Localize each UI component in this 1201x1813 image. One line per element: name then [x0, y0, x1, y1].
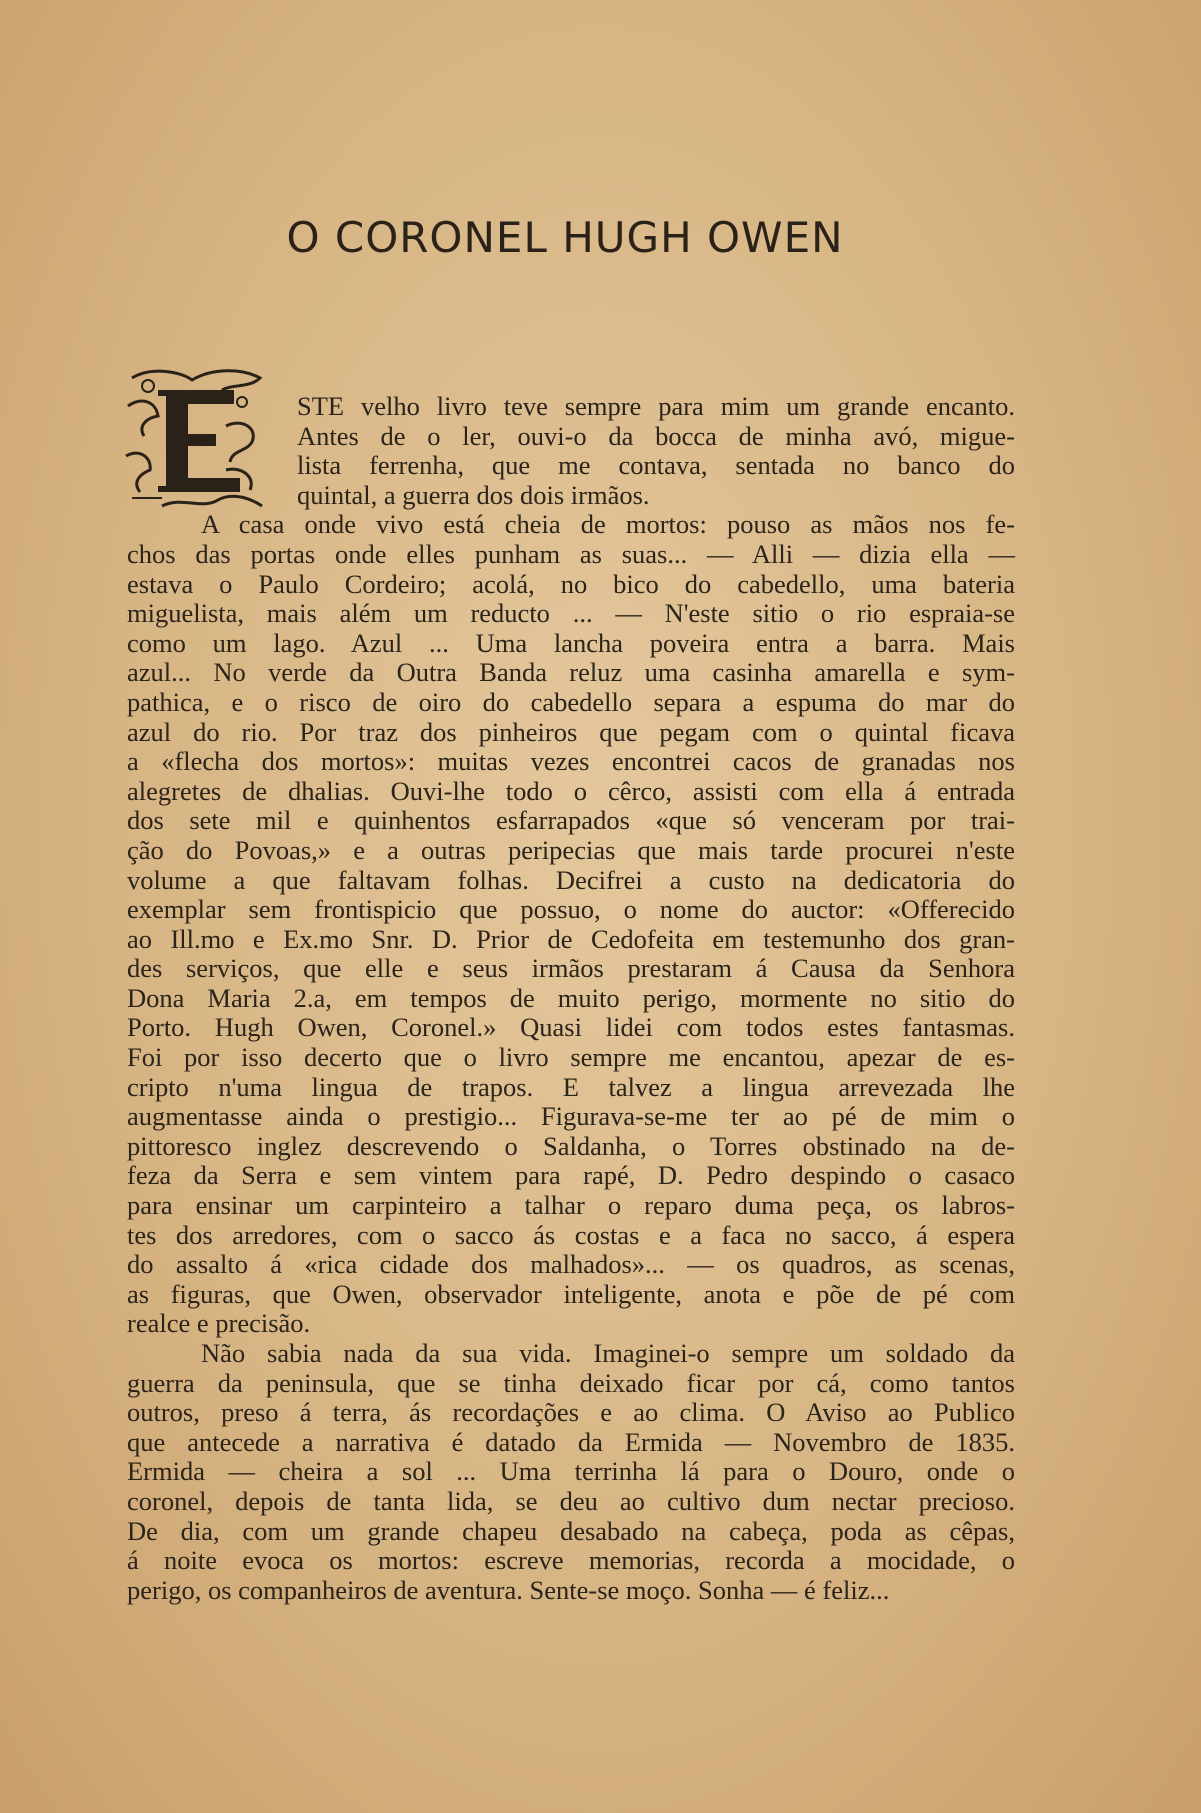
- text-line: que antecede a narrativa é datado da Ermida — Novembro de 1835.: [127, 1426, 1015, 1457]
- text-line: volume a que faltavam folhas. Decifrei a custo na dedicatoria do: [127, 864, 1015, 895]
- text-line: quintal, a guerra dos dois irmãos.: [297, 479, 650, 510]
- text-line: Dona Maria 2.a, em tempos de muito perigo, mormente no sitio do: [127, 982, 1015, 1013]
- text-line: alegretes de dhalias. Ouvi-lhe todo o cêrco, assisti com ella á entrada: [127, 775, 1015, 806]
- text-line: A casa onde vivo está cheia de mortos: pouso as mãos nos fe-: [201, 509, 1015, 540]
- text-line: estava o Paulo Cordeiro; acolá, no bico do cabedello, uma bateria: [127, 568, 1015, 599]
- text-line: exemplar sem frontispicio que possuo, o nome do auctor: «Offerecido: [127, 894, 1015, 925]
- body-text: [127, 392, 1015, 1605]
- text-line: dos sete mil e quinhentos esfarrapados «que só venceram por trai-: [127, 805, 1015, 836]
- text-line: pittoresco inglez descrevendo o Saldanha, o Torres obstinado na de-: [127, 1130, 1015, 1161]
- text-line: ção do Povoas,» e a outras peripecias que mais tarde procurei n'este: [127, 834, 1015, 865]
- text-line: azul do rio. Por traz dos pinheiros que pegam com o quintal ficava: [127, 716, 1015, 747]
- text-line: do assalto á «rica cidade dos malhados»... — os quadros, as scenas,: [127, 1249, 1015, 1280]
- text-line: realce e precisão.: [127, 1308, 311, 1339]
- text-line: azul... No verde da Outra Banda reluz uma casinha amarella e sym-: [127, 657, 1015, 688]
- text-line: tes dos arredores, com o sacco ás costas e a faca no sacco, á espera: [127, 1219, 1015, 1250]
- text-line: Antes de o ler, ouvi-o da bocca de minha avó, migue-: [297, 420, 1015, 451]
- text-line: cripto n'uma lingua de trapos. E talvez a lingua arrevezada lhe: [127, 1071, 1015, 1102]
- text-line: as figuras, que Owen, observador inteligente, anota e põe de pé com: [127, 1278, 1015, 1309]
- text-line: miguelista, mais além um reducto ... — N'este sitio o rio espraia-se: [127, 598, 1015, 629]
- text-line: coronel, depois de tanta lida, se deu ao cultivo dum nectar precioso.: [127, 1485, 1015, 1516]
- text-line: pathica, e o risco de oiro do cabedello separa a espuma do mar do: [127, 686, 1015, 717]
- text-line: ao Ill.mo e Ex.mo Snr. D. Prior de Cedofeita em testemunho dos gran-: [127, 923, 1015, 954]
- text-line: Porto. Hugh Owen, Coronel.» Quasi lidei com todos estes fantasmas.: [127, 1012, 1015, 1043]
- text-line: Não sabia nada da sua vida. Imaginei-o sempre um soldado da: [201, 1338, 1015, 1368]
- text-line: Ermida — cheira a sol ... Uma terrinha lá para o Douro, onde o: [127, 1456, 1015, 1487]
- text-line: Foi por isso decerto que o livro sempre me encantou, apezar de es-: [127, 1042, 1015, 1073]
- text-line: á noite evoca os mortos: escreve memorias, recorda a mocidade, o: [127, 1545, 1015, 1576]
- text-line: lista ferrenha, que me contava, sentada no banco do: [297, 450, 1015, 481]
- text-line: como um lago. Azul ... Uma lancha poveira entra a barra. Mais: [127, 627, 1015, 658]
- text-line: a «flecha dos mortos»: muitas vezes encontrei cacos de granadas nos: [127, 746, 1015, 777]
- text-line: De dia, com um grande chapeu desabado na cabeça, poda as cêpas,: [127, 1515, 1015, 1546]
- text-line: para ensinar um carpinteiro a talhar o reparo duma peça, os labros-: [127, 1190, 1015, 1221]
- text-line: des serviços, que elle e seus irmãos prestaram á Causa da Senhora: [127, 953, 1015, 984]
- text-line: chos das portas onde elles punham as suas... — Alli — dizia ella —: [127, 538, 1015, 569]
- text-line: feza da Serra e sem vintem para rapé, D. Pedro despindo o casaco: [127, 1160, 1015, 1191]
- text-line: perigo, os companheiros de aventura. Sente-se moço. Sonha — é feliz...: [127, 1574, 890, 1605]
- text-line: guerra da peninsula, que se tinha deixado ficar por cá, como tantos: [127, 1367, 1015, 1398]
- text-line: STE velho livro teve sempre para mim um grande encanto.: [297, 391, 1015, 421]
- text-line: outros, preso á terra, ás recordações e ao clima. O Aviso ao Publico: [127, 1397, 1015, 1428]
- chapter-title: O CORONEL HUGH OWEN: [286, 213, 844, 262]
- text-line: augmentasse ainda o prestigio... Figurava-se-me ter ao pé de mim o: [127, 1101, 1015, 1132]
